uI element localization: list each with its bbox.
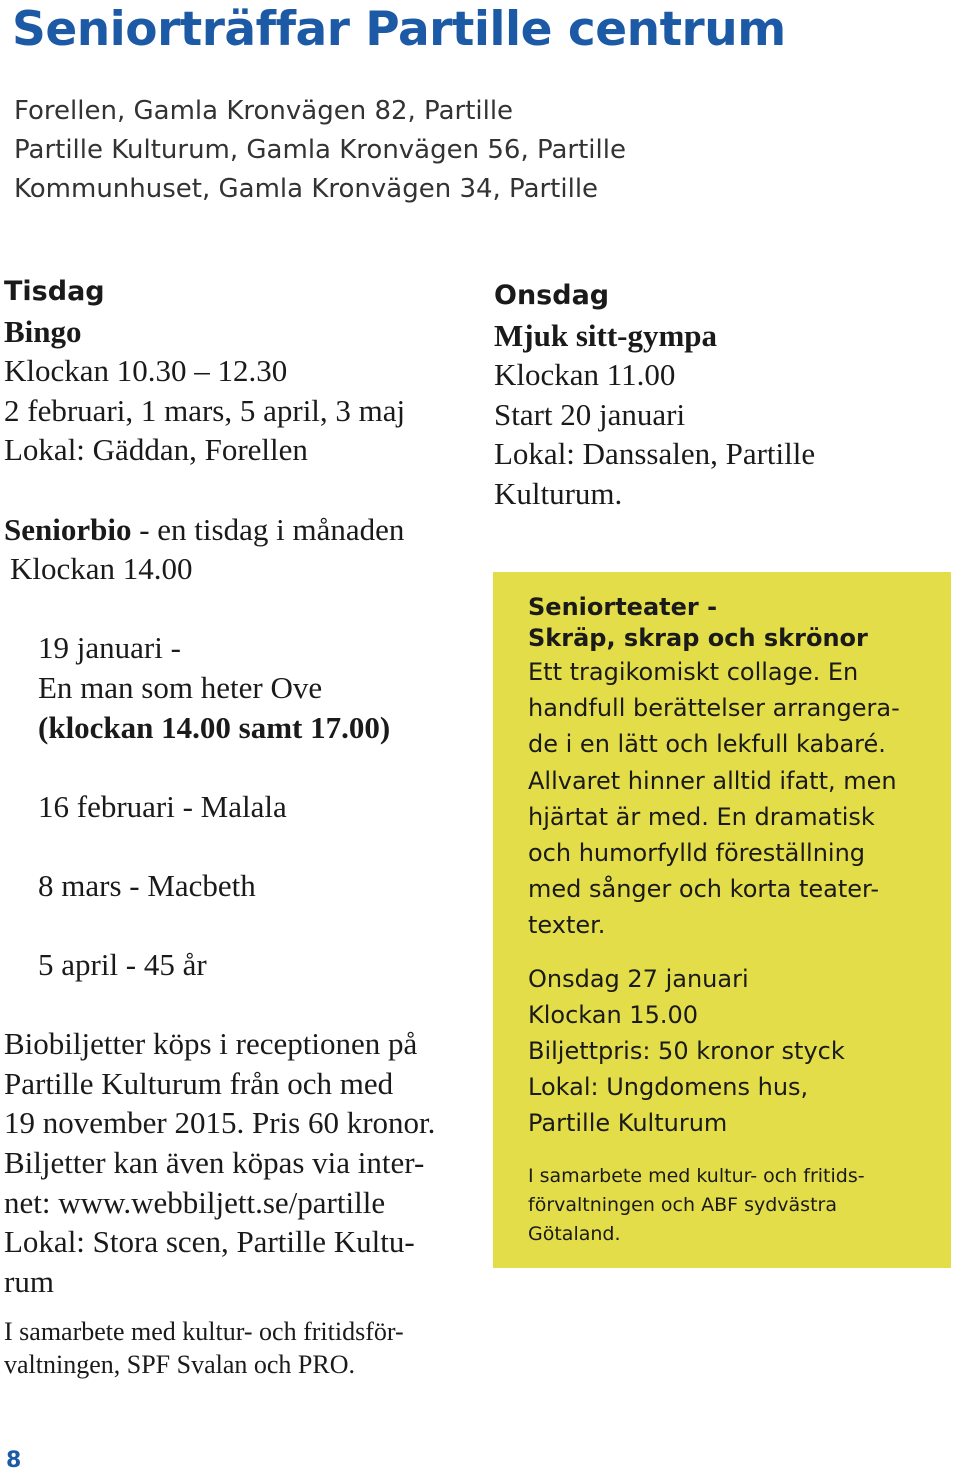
gymnastics-start: Start 20 januari	[494, 396, 686, 432]
page-number: 8	[6, 1448, 22, 1473]
film-1-date: 19 januari -	[38, 630, 181, 666]
theater-footnote-line: Götaland.	[528, 1222, 621, 1245]
theater-box	[493, 572, 951, 1268]
theater-venue: Lokal: Ungdomens hus,	[528, 1073, 809, 1102]
tuesday-heading: Tisdag	[4, 276, 105, 307]
gymnastics-venue: Kulturum.	[494, 475, 623, 511]
address-kommunhuset: Kommunhuset, Gamla Kronvägen 34, Partille	[14, 174, 599, 204]
ticket-info-link-line: net: www.webbiljett.se/partille	[4, 1184, 386, 1220]
theater-description-line: med sånger och korta teater-	[528, 875, 880, 904]
bingo-venue: Lokal: Gäddan, Forellen	[4, 432, 308, 468]
ticket-info-line: Biobiljetter köps i receptionen på	[4, 1026, 418, 1062]
ticket-info-line: Biljetter kan även köpas via inter-	[4, 1145, 425, 1181]
ticket-info-line: Partille Kulturum från och med	[4, 1065, 394, 1101]
theater-heading: Skräp, skrap och skrönor	[528, 624, 868, 652]
film-1-note: (klockan 14.00 samt 17.00)	[38, 709, 391, 745]
theater-description-line: Allvaret hinner alltid ifatt, men	[528, 766, 897, 795]
bingo-dates: 2 februari, 1 mars, 5 april, 3 maj	[4, 392, 406, 428]
theater-footnote-line: förvaltningen och ABF sydvästra	[528, 1193, 837, 1216]
ticket-info-line: rum	[4, 1263, 54, 1299]
theater-price: Biljettpris: 50 kronor styck	[528, 1037, 845, 1066]
theater-description-line: och humorfylld föreställning	[528, 839, 866, 868]
page-title: Seniorträffar Partille centrum	[12, 2, 786, 57]
cinema-heading	[4, 510, 469, 550]
theater-venue: Partille Kulturum	[528, 1109, 728, 1138]
bingo-time: Klockan 10.30 – 12.30	[4, 353, 288, 389]
theater-description-line: de i en lätt och lekfull kabaré.	[528, 730, 886, 759]
film-3: 8 mars - Macbeth	[38, 867, 256, 903]
tuesday-section	[4, 272, 469, 1381]
film-2: 16 februari - Malala	[38, 788, 287, 824]
film-1-title: En man som heter Ove	[38, 669, 323, 705]
theater-description-line: handfull berättelser arrangera-	[528, 694, 900, 723]
cinema-title: Seniorbio	[4, 511, 132, 547]
cinema-footnote-line: valtningen, SPF Svalan och PRO.	[4, 1350, 356, 1380]
theater-time: Klockan 15.00	[528, 1000, 699, 1029]
theater-description-line: hjärtat är med. En dramatisk	[528, 802, 875, 831]
wednesday-section	[494, 276, 944, 514]
ticket-info-line: Lokal: Stora scen, Partille Kultu-	[4, 1224, 415, 1260]
theater-description-line: Ett tragikomiskt collage. En	[528, 658, 859, 686]
gymnastics-title: Mjuk sitt-gympa	[494, 317, 718, 353]
theater-date: Onsdag 27 januari	[528, 964, 749, 993]
cinema-time: Klockan 14.00	[10, 551, 193, 587]
gymnastics-venue: Lokal: Danssalen, Partille	[494, 436, 816, 472]
cinema-footnote-line: I samarbete med kultur- och fritidsför-	[4, 1317, 404, 1347]
theater-heading: Seniorteater -	[528, 593, 718, 621]
film-4: 5 april - 45 år	[38, 947, 207, 983]
ticket-info-line: 19 november 2015. Pris 60 kronor.	[4, 1105, 436, 1141]
cinema-subtitle: - en tisdag i månaden	[131, 511, 405, 547]
address-kulturum: Partille Kulturum, Gamla Kronvägen 56, Partille	[14, 135, 626, 165]
wednesday-heading: Onsdag	[494, 280, 610, 311]
theater-footnote-line: I samarbete med kultur- och fritids-	[528, 1164, 865, 1187]
theater-description-line: texter.	[528, 911, 606, 940]
address-forellen: Forellen, Gamla Kronvägen 82, Partille	[14, 96, 514, 126]
gymnastics-time: Klockan 11.00	[494, 357, 676, 393]
address-list	[14, 92, 626, 209]
bingo-title: Bingo	[4, 313, 82, 349]
